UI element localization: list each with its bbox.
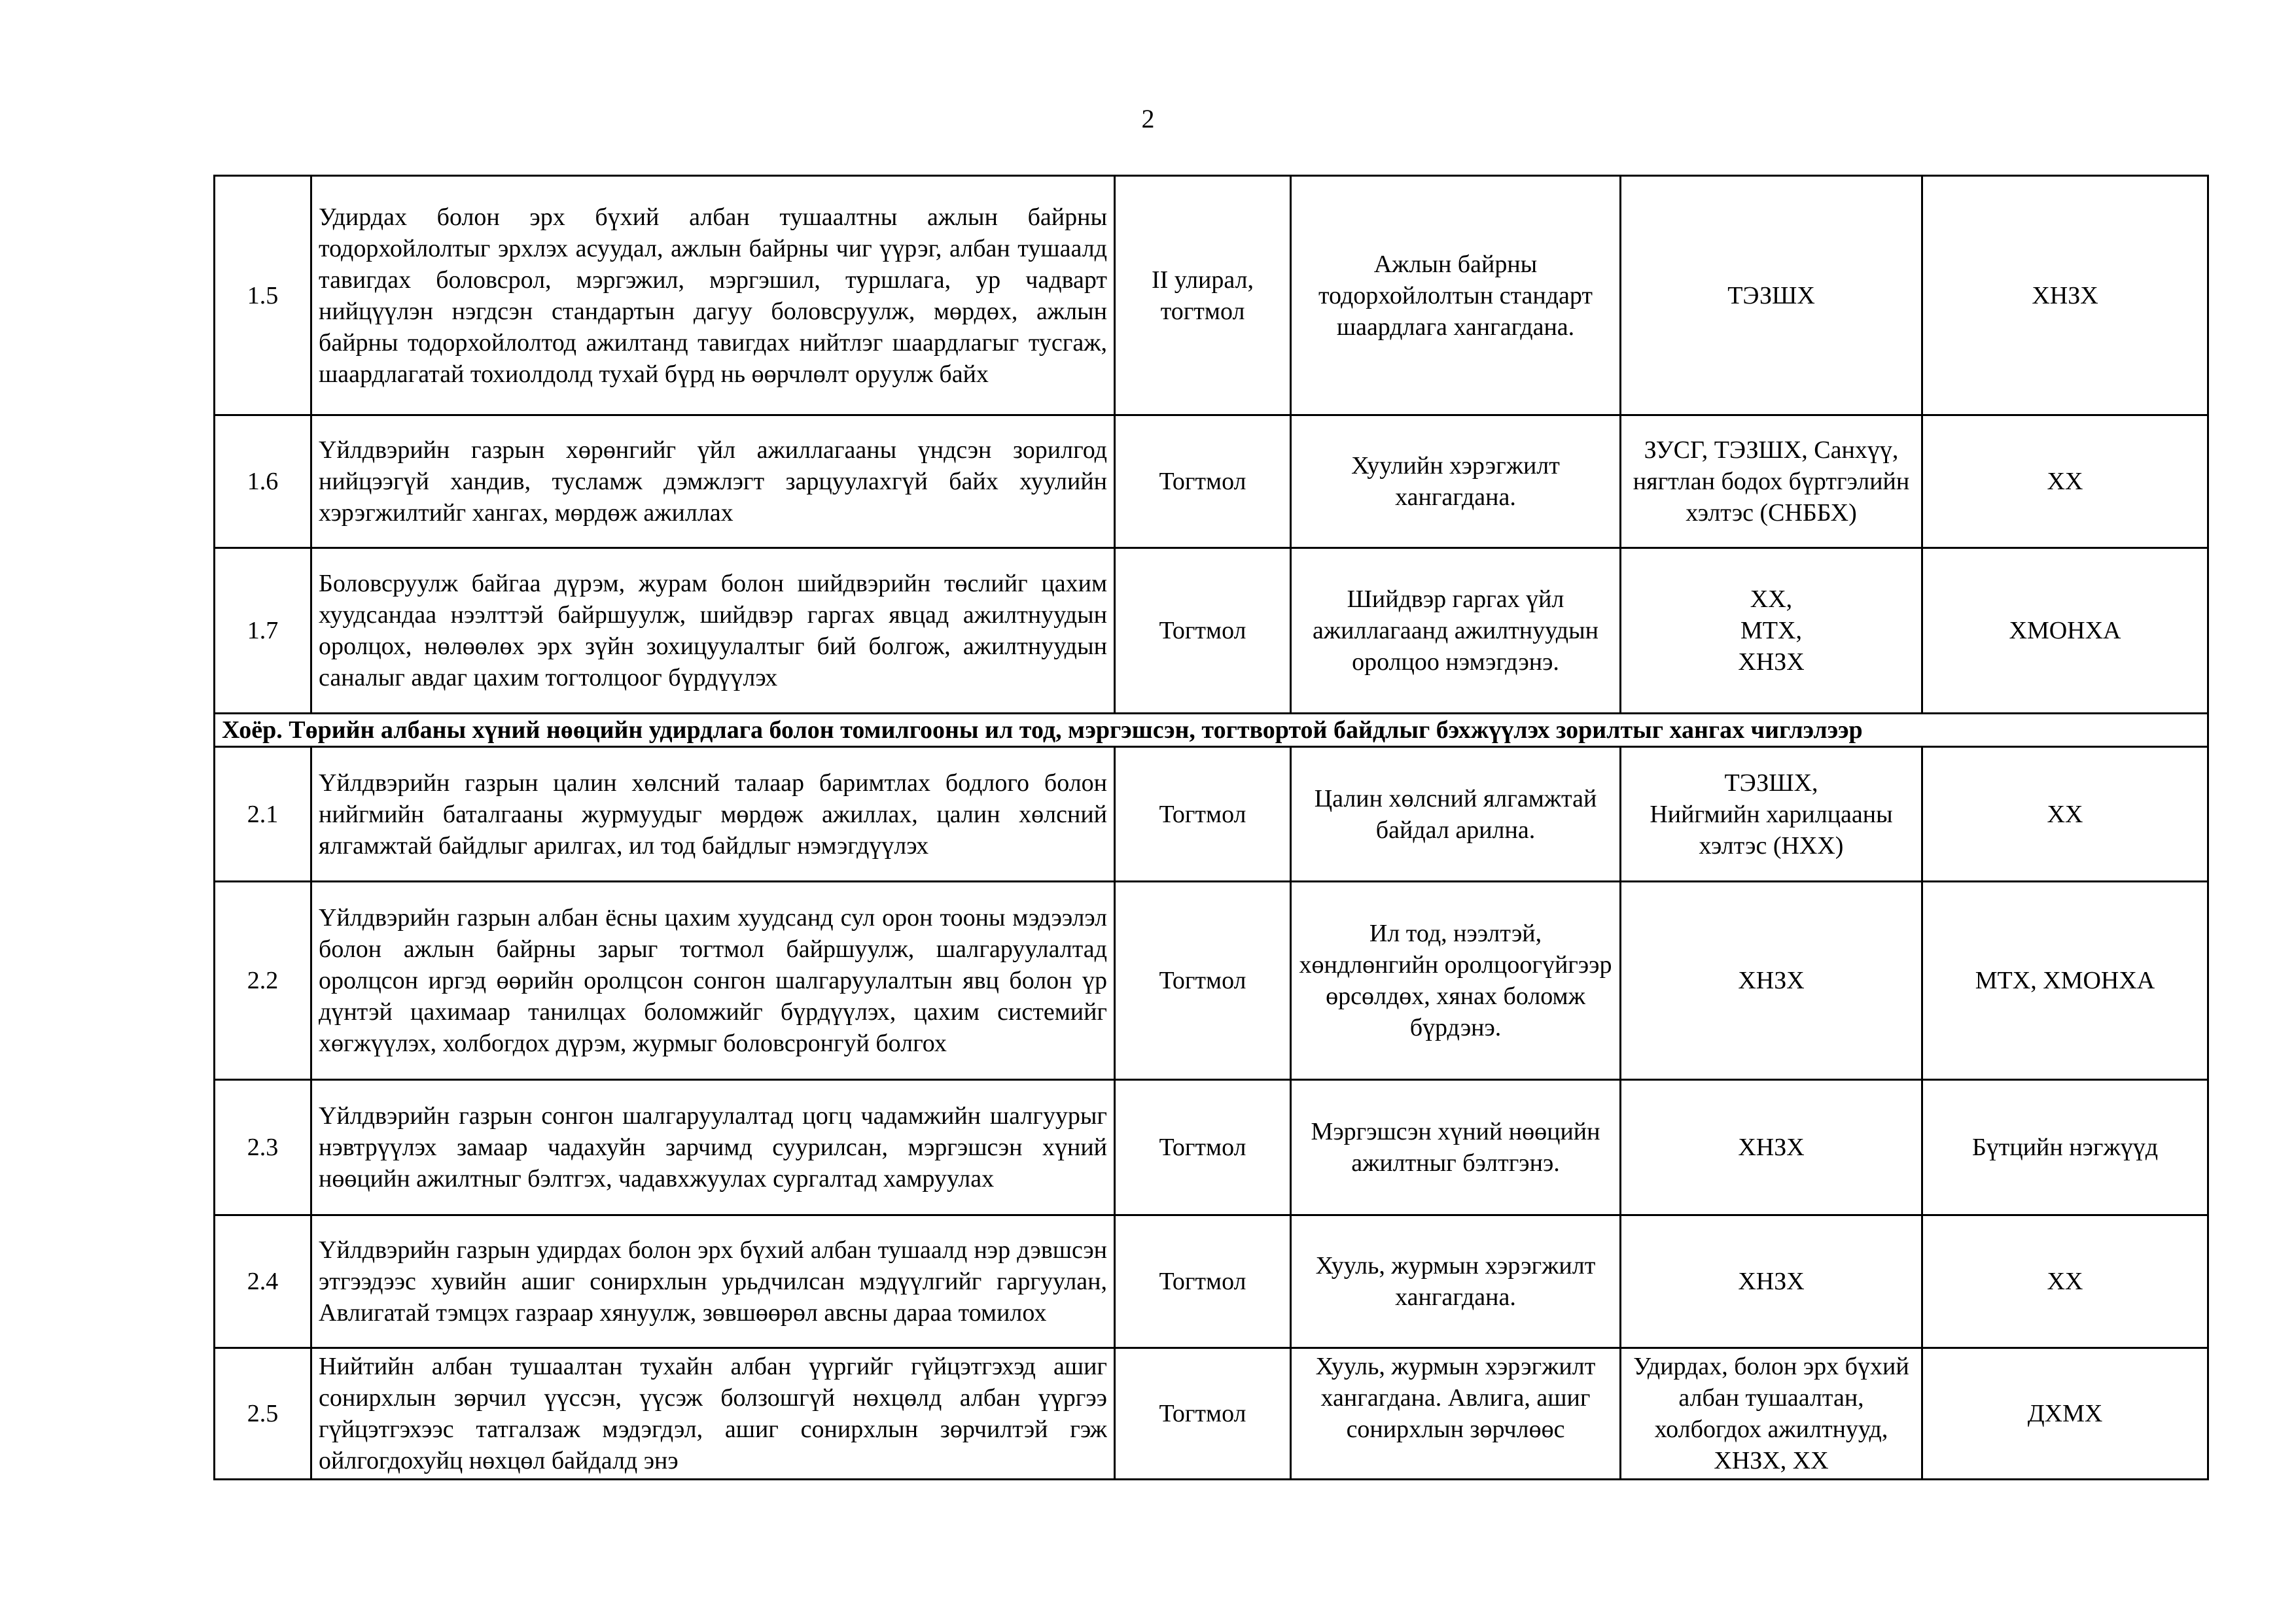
expected-result: Цалин хөлсний ялгамжтай байдал арилна. — [1291, 747, 1621, 882]
row-number: 1.6 — [215, 415, 311, 548]
partner-unit: ХНЗХ — [1922, 176, 2208, 415]
row-number: 2.4 — [215, 1215, 311, 1348]
table-row — [215, 548, 2208, 714]
timeframe: Тогтмол — [1115, 882, 1291, 1080]
responsible-unit: ЗУСГ, ТЭЗШХ, Санхүү, нягтлан бодох бүртгэлийн хэлтэс (СНББХ) — [1621, 415, 1922, 548]
action-text: Үйлдвэрийн газрын удирдах болон эрх бүхий албан тушаалд нэр дэвшсэн этгээдээс хувийн ашиг сонирхлын урьдчилсан мэдүүлгийг гаргуулан, Авлигатай тэмцэх газраар хянуулж, зөвшөөрөл авсны дараа томилох — [311, 1215, 1115, 1348]
expected-result: Ажлын байрны тодорхойлолтын стандарт шаардлага хангагдана. — [1291, 176, 1621, 415]
expected-result: Мэргэшсэн хүний нөөцийн ажилтныг бэлтгэнэ. — [1291, 1080, 1621, 1215]
action-plan-table — [213, 175, 2209, 1480]
timeframe: Тогтмол — [1115, 548, 1291, 714]
action-text-clip: Нийтийн албан тушаалтан тухайн албан үүргийг гүйцэтгэхэд ашиг сонирхлын зөрчил үүссэн, үүсэж болзошгүй нөхцөлд албан үүргээ гүйцэтгэхээс татгалзаж мэдэгдэл, ашиг сонирхлын зөрчилтэй гэж ойлгогдохуйц нөхцөл байдалд энэ — [319, 1353, 1107, 1474]
expected-result: Хууль, журмын хэрэгжилт хангагдана. — [1291, 1215, 1621, 1348]
partner-unit: ХХ — [1922, 415, 2208, 548]
action-text: Үйлдвэрийн газрын албан ёсны цахим хуудсанд сул орон тооны мэдээлэл болон ажлын байрны зарыг тогтмол байршуулж, шалгаруулалтад оролцсон иргэд өөрийн оролцсон сонгон шалгаруулалтын явц болон үр дүнтэй цахимаар танилцах боломжийг бүрдүүлэх, цахим системийг хөгжүүлэх, холбогдох дүрэм, журмыг боловсронгуй болгох — [311, 882, 1115, 1080]
table-row — [215, 176, 2208, 415]
table-row — [215, 415, 2208, 548]
row-number: 1.5 — [215, 176, 311, 415]
row-number: 2.2 — [215, 882, 311, 1080]
timeframe: Тогтмол — [1115, 1215, 1291, 1348]
table-row — [215, 1348, 2208, 1480]
timeframe: Тогтмол — [1115, 415, 1291, 548]
responsible-unit: ХХ, МТХ, ХНЗХ — [1621, 548, 1922, 714]
timeframe: Тогтмол — [1115, 1348, 1291, 1480]
action-text: Боловсруулж байгаа дүрэм, журам болон шийдвэрийн төслийг цахим хуудсандаа нээлттэй байршуулж, шийдвэр гаргах явцад ажилтнуудын оролцох, нөлөөлөх эрх зүйн зохицуулалтыг бий болгож, ажилтнуудын саналыг авдаг цахим тогтолцоог бүрдүүлэх — [311, 548, 1115, 714]
action-text: Үйлдвэрийн газрын сонгон шалгаруулалтад цогц чадамжийн шалгуурыг нэвтрүүлэх замаар чадахуйн зарчимд суурилсан, мэргэшсэн хүний нөөцийн ажилтныг бэлтгэх, чадавхжуулах сургалтад хамруулах — [311, 1080, 1115, 1215]
timeframe: II улирал, тогтмол — [1115, 176, 1291, 415]
action-text: Удирдах болон эрх бүхий албан тушаалтны ажлын байрны тодорхойлолтыг эрхлэх асуудал, ажлын байрны чиг үүрэг, албан тушаалд тавигдах боловсрол, мэргэжил, мэргэшил, туршлага, ур чадварт нийцүүлэн нэгдсэн стандартын дагуу боловсруулж, мөрдөх, ажлын байрны тодорхойлолтод ажилтанд тавигдах нийтлэг шаардлагыг тусгаж, шаардлагатай тохиолдолд тухай бүрд нь өөрчлөлт оруулж байх — [311, 176, 1115, 415]
timeframe: Тогтмол — [1115, 1080, 1291, 1215]
partner-unit: Бүтцийн нэгжүүд — [1922, 1080, 2208, 1215]
expected-result: Хуулийн хэрэгжилт хангагдана. — [1291, 415, 1621, 548]
responsible-unit: Удирдах, болон эрх бүхий албан тушаалтан, холбогдох ажилтнууд, ХНЗХ, ХХ — [1621, 1348, 1922, 1480]
action-text — [311, 1348, 1115, 1480]
row-number: 2.3 — [215, 1080, 311, 1215]
timeframe: Тогтмол — [1115, 747, 1291, 882]
table-row — [215, 747, 2208, 882]
expected-result: Ил тод, нээлтэй, хөндлөнгийн оролцоогүйгээр өрсөлдөх, хянах боломж бүрдэнэ. — [1291, 882, 1621, 1080]
partner-unit: МТХ, ХМОНХА — [1922, 882, 2208, 1080]
row-number: 2.1 — [215, 747, 311, 882]
section-heading: Хоёр. Төрийн албаны хүний нөөцийн удирдлага болон томилгооны ил тод, мэргэшсэн, тогтвортой байдлыг бэхжүүлэх зорилтыг хангах чиглэлээр — [215, 714, 2208, 747]
responsible-unit: ХНЗХ — [1621, 1215, 1922, 1348]
expected-result — [1291, 1348, 1621, 1480]
responsible-unit: ТЭЗШХ, Нийгмийн харилцааны хэлтэс (НХХ) — [1621, 747, 1922, 882]
row-number: 1.7 — [215, 548, 311, 714]
responsible-unit: ХНЗХ — [1621, 1080, 1922, 1215]
responsible-unit: ХНЗХ — [1621, 882, 1922, 1080]
expected-result-clip: Хууль, журмын хэрэгжилт хангагдана. Авлига, ашиг сонирхлын зөрчлөөс — [1315, 1353, 1596, 1443]
partner-unit: ХХ — [1922, 747, 2208, 882]
table-row — [215, 882, 2208, 1080]
table-row — [215, 1215, 2208, 1348]
section-row — [215, 714, 2208, 747]
responsible-unit: ТЭЗШХ — [1621, 176, 1922, 415]
table-row — [215, 1080, 2208, 1215]
partner-unit: ХМОНХА — [1922, 548, 2208, 714]
partner-unit: ХХ — [1922, 1215, 2208, 1348]
expected-result: Шийдвэр гаргах үйл ажиллагаанд ажилтнуудын оролцоо нэмэгдэнэ. — [1291, 548, 1621, 714]
action-text: Үйлдвэрийн газрын цалин хөлсний талаар баримтлах бодлого болон нийгмийн баталгааны журмуудыг мөрдөж ажиллах, цалин хөлсний ялгамжтай байдлыг арилгах, ил тод байдлыг нэмэгдүүлэх — [311, 747, 1115, 882]
row-number: 2.5 — [215, 1348, 311, 1480]
page-number: 2 — [1141, 104, 1155, 133]
action-text: Үйлдвэрийн газрын хөрөнгийг үйл ажиллагааны үндсэн зорилгод нийцээгүй хандив, тусламж дэмжлэгт зарцуулахгүй байх хуулийн хэрэгжилтийг хангах, мөрдөж ажиллах — [311, 415, 1115, 548]
partner-unit: ДХМХ — [1922, 1348, 2208, 1480]
